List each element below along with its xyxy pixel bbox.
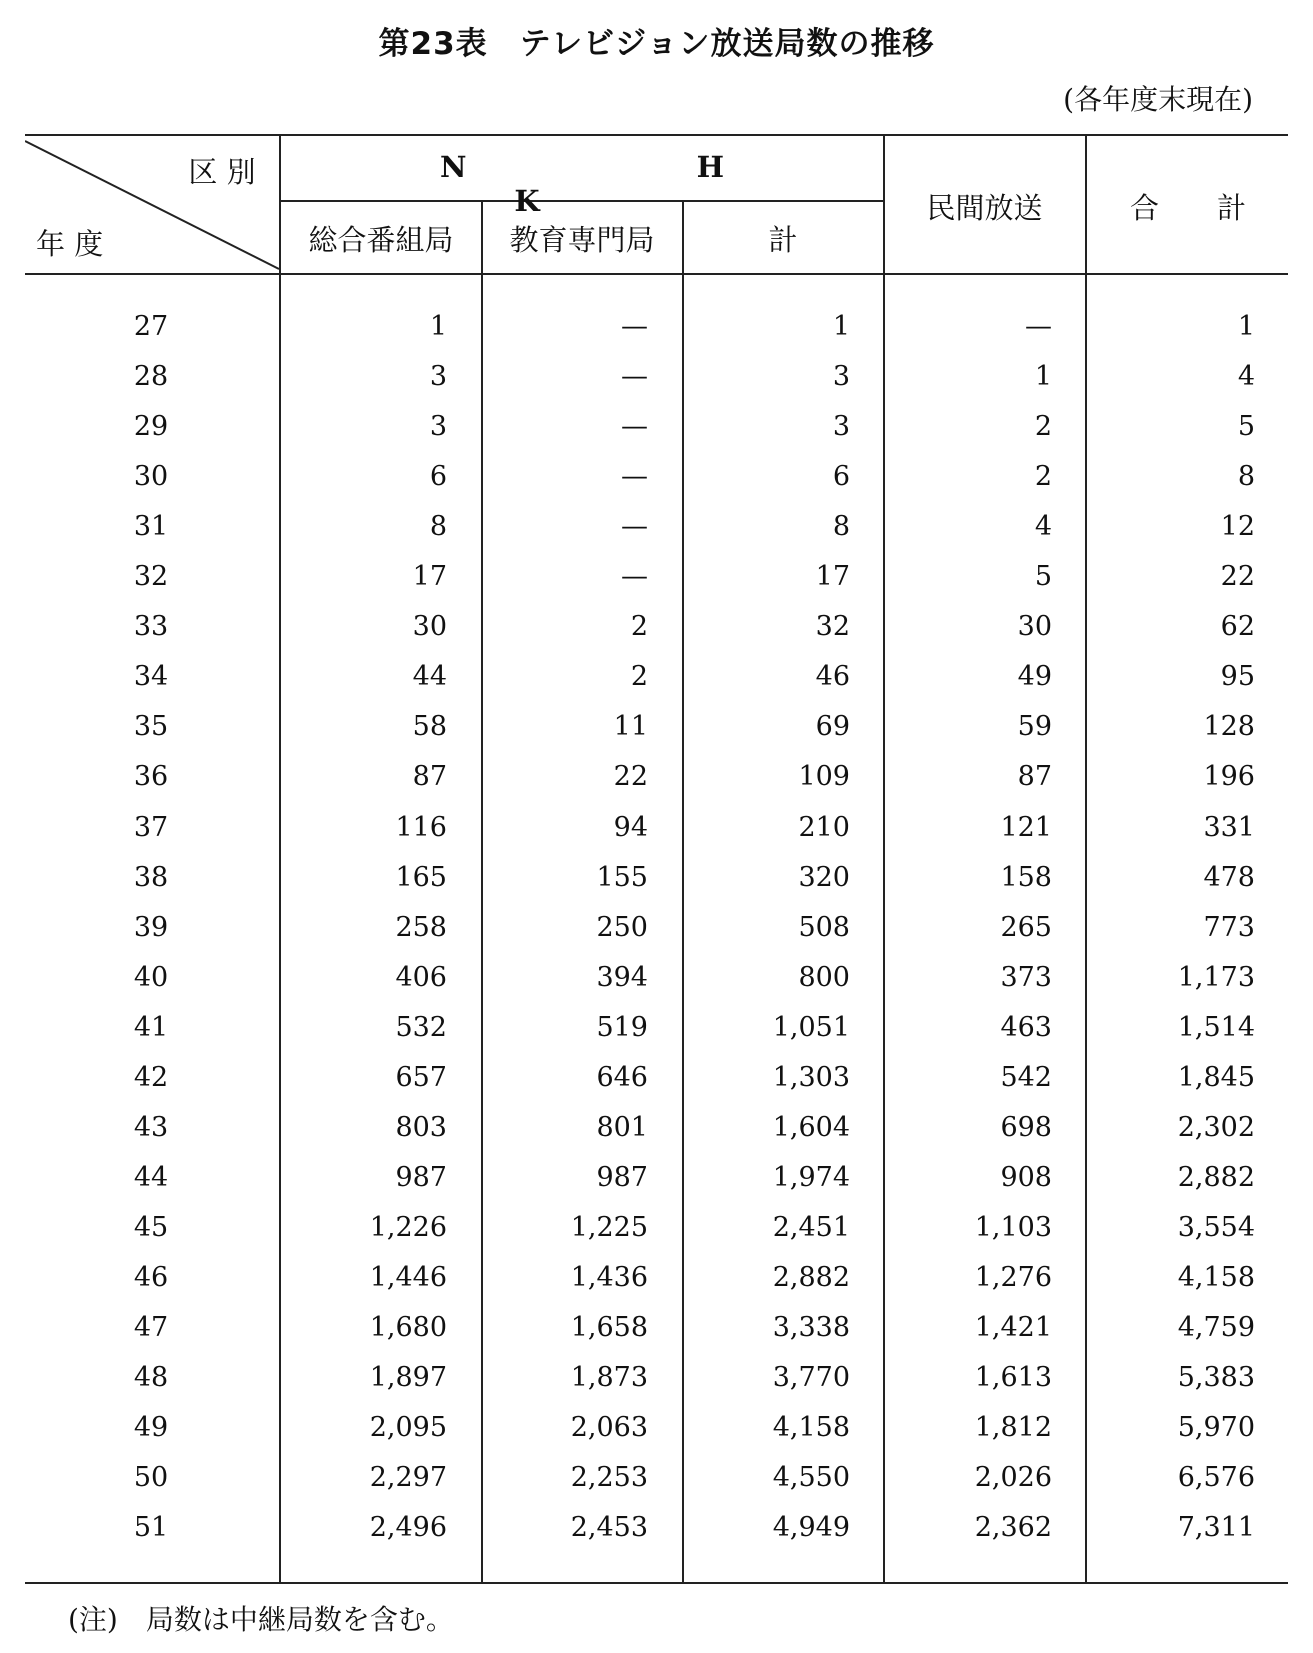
col-divider-year (279, 134, 281, 1582)
cell-private: 265 (1000, 912, 1052, 943)
cell-grand-total: 2,882 (1177, 1162, 1255, 1193)
cell-nhk-education: 2,253 (570, 1462, 648, 1493)
cell-nhk-total: 8 (832, 511, 850, 542)
table-top-rule (25, 134, 1288, 136)
col-divider-general (481, 200, 483, 1582)
cell-year: 42 (133, 1062, 169, 1093)
corner-header-category: 区 別 (188, 155, 256, 189)
cell-nhk-general: 87 (412, 761, 447, 792)
cell-nhk-general: 532 (395, 1012, 447, 1043)
cell-year: 50 (133, 1462, 169, 1493)
cell-private: 1,276 (974, 1262, 1052, 1293)
cell-year: 45 (133, 1212, 169, 1243)
cell-year: 51 (133, 1512, 169, 1543)
cell-nhk-education: 519 (596, 1012, 648, 1043)
cell-nhk-general: 44 (412, 661, 447, 692)
cell-nhk-total: 4,550 (772, 1462, 850, 1493)
cell-nhk-general: 3 (429, 411, 447, 442)
header-nhk-education: 教育専門局 (509, 223, 655, 257)
cell-grand-total: 3,554 (1177, 1212, 1255, 1243)
cell-nhk-total: 4,949 (772, 1512, 850, 1543)
cell-year: 34 (133, 661, 169, 692)
cell-nhk-total: 2,882 (772, 1262, 850, 1293)
cell-nhk-total: 3,770 (772, 1362, 850, 1393)
cell-private: 2 (1034, 411, 1052, 442)
cell-private: — (1025, 311, 1052, 342)
cell-year: 48 (133, 1362, 169, 1393)
cell-grand-total: 196 (1203, 761, 1255, 792)
table-bottom-rule (25, 1582, 1288, 1584)
cell-year: 47 (133, 1312, 169, 1343)
cell-nhk-education: 646 (596, 1062, 648, 1093)
page-title: 第23表 テレビジョン放送局数の推移 (378, 26, 935, 62)
cell-grand-total: 7,311 (1177, 1512, 1255, 1543)
cell-nhk-general: 1,226 (369, 1212, 447, 1243)
cell-nhk-general: 8 (429, 511, 447, 542)
cell-nhk-total: 3 (832, 361, 850, 392)
cell-private: 1,103 (974, 1212, 1052, 1243)
cell-nhk-education: 94 (613, 812, 648, 843)
cell-grand-total: 128 (1203, 711, 1255, 742)
col-divider-private (1085, 134, 1087, 1582)
cell-nhk-education: 1,436 (570, 1262, 648, 1293)
cell-nhk-general: 1,446 (369, 1262, 447, 1293)
corner-header-year: 年 度 (36, 227, 104, 261)
col-divider-nhk-total (883, 134, 885, 1582)
cell-nhk-general: 406 (395, 962, 447, 993)
cell-private: 1 (1034, 361, 1052, 392)
cell-nhk-general: 165 (395, 862, 447, 893)
cell-private: 2,026 (974, 1462, 1052, 1493)
cell-private: 1,812 (974, 1412, 1052, 1443)
cell-private: 542 (1000, 1062, 1052, 1093)
cell-year: 28 (133, 361, 169, 392)
cell-private: 158 (1000, 862, 1052, 893)
cell-year: 38 (133, 862, 169, 893)
cell-nhk-total: 2,451 (772, 1212, 850, 1243)
cell-nhk-total: 6 (832, 461, 850, 492)
cell-nhk-education: — (621, 511, 648, 542)
cell-nhk-total: 508 (798, 912, 850, 943)
cell-nhk-general: 2,496 (369, 1512, 447, 1543)
cell-nhk-general: 116 (395, 812, 447, 843)
cell-private: 4 (1034, 511, 1052, 542)
cell-grand-total: 5 (1237, 411, 1255, 442)
cell-year: 41 (133, 1012, 169, 1043)
cell-year: 46 (133, 1262, 169, 1293)
cell-year: 37 (133, 812, 169, 843)
cell-nhk-total: 800 (798, 962, 850, 993)
cell-nhk-education: 250 (596, 912, 648, 943)
cell-nhk-education: 1,225 (570, 1212, 648, 1243)
cell-nhk-total: 46 (815, 661, 850, 692)
cell-nhk-total: 210 (798, 812, 850, 843)
cell-private: 5 (1034, 561, 1052, 592)
cell-grand-total: 1,845 (1177, 1062, 1255, 1093)
cell-year: 29 (133, 411, 169, 442)
cell-private: 698 (1000, 1112, 1052, 1143)
cell-private: 908 (1000, 1162, 1052, 1193)
cell-grand-total: 478 (1203, 862, 1255, 893)
cell-year: 39 (133, 912, 169, 943)
cell-nhk-general: 17 (412, 561, 447, 592)
cell-year: 36 (133, 761, 169, 792)
cell-nhk-total: 4,158 (772, 1412, 850, 1443)
cell-grand-total: 4,158 (1177, 1262, 1255, 1293)
header-private: 民間放送 (926, 191, 1043, 225)
cell-year: 35 (133, 711, 169, 742)
cell-nhk-total: 17 (815, 561, 850, 592)
cell-private: 87 (1017, 761, 1052, 792)
cell-nhk-total: 320 (798, 862, 850, 893)
cell-private: 373 (1000, 962, 1052, 993)
cell-grand-total: 95 (1220, 661, 1255, 692)
cell-private: 59 (1017, 711, 1052, 742)
cell-nhk-general: 6 (429, 461, 447, 492)
cell-nhk-education: — (621, 411, 648, 442)
header-nhk: N H K (439, 150, 834, 218)
cell-nhk-total: 3,338 (772, 1312, 850, 1343)
cell-private: 1,613 (974, 1362, 1052, 1393)
cell-nhk-total: 32 (815, 611, 850, 642)
table-subtitle: (各年度末現在) (1063, 83, 1253, 116)
cell-year: 32 (133, 561, 169, 592)
cell-private: 121 (1000, 812, 1052, 843)
cell-private: 30 (1017, 611, 1052, 642)
cell-year: 44 (133, 1162, 169, 1193)
cell-grand-total: 2,302 (1177, 1112, 1255, 1143)
cell-nhk-total: 3 (832, 411, 850, 442)
table-note: (注) 局数は中継局数を含む。 (68, 1603, 454, 1636)
cell-year: 40 (133, 962, 169, 993)
cell-private: 463 (1000, 1012, 1052, 1043)
cell-nhk-education: — (621, 461, 648, 492)
cell-grand-total: 1,514 (1177, 1012, 1255, 1043)
cell-private: 2 (1034, 461, 1052, 492)
col-divider-education (682, 200, 684, 1582)
cell-grand-total: 5,383 (1177, 1362, 1255, 1393)
cell-grand-total: 1,173 (1177, 962, 1255, 993)
header-nhk-general: 総合番組局 (308, 223, 454, 257)
cell-grand-total: 22 (1220, 561, 1255, 592)
cell-nhk-general: 30 (412, 611, 447, 642)
cell-nhk-education: — (621, 311, 648, 342)
cell-nhk-general: 258 (395, 912, 447, 943)
cell-grand-total: 6,576 (1177, 1462, 1255, 1493)
cell-grand-total: 773 (1203, 912, 1255, 943)
cell-nhk-total: 1 (832, 311, 850, 342)
cell-nhk-general: 987 (395, 1162, 447, 1193)
cell-nhk-general: 657 (395, 1062, 447, 1093)
cell-grand-total: 5,970 (1177, 1412, 1255, 1443)
cell-nhk-general: 803 (395, 1112, 447, 1143)
cell-nhk-general: 58 (412, 711, 447, 742)
cell-grand-total: 8 (1237, 461, 1255, 492)
cell-nhk-total: 1,604 (772, 1112, 850, 1143)
cell-private: 49 (1017, 661, 1052, 692)
cell-grand-total: 12 (1220, 511, 1255, 542)
cell-year: 33 (133, 611, 169, 642)
cell-year: 43 (133, 1112, 169, 1143)
header-grand-total: 合 計 (1129, 191, 1246, 225)
cell-nhk-education: 801 (596, 1112, 648, 1143)
cell-private: 2,362 (974, 1512, 1052, 1543)
cell-grand-total: 1 (1237, 311, 1255, 342)
cell-grand-total: 62 (1220, 611, 1255, 642)
cell-nhk-total: 1,051 (772, 1012, 850, 1043)
cell-nhk-general: 1 (429, 311, 447, 342)
cell-grand-total: 4 (1237, 361, 1255, 392)
cell-nhk-education: 2,063 (570, 1412, 648, 1443)
cell-year: 27 (133, 311, 169, 342)
cell-nhk-education: 155 (596, 862, 648, 893)
cell-grand-total: 4,759 (1177, 1312, 1255, 1343)
cell-nhk-education: 1,873 (570, 1362, 648, 1393)
cell-grand-total: 331 (1203, 812, 1255, 843)
cell-nhk-education: — (621, 561, 648, 592)
cell-nhk-education: 2 (630, 661, 648, 692)
cell-nhk-education: 11 (613, 711, 648, 742)
cell-nhk-education: 2,453 (570, 1512, 648, 1543)
cell-nhk-general: 2,297 (369, 1462, 447, 1493)
cell-nhk-general: 1,680 (369, 1312, 447, 1343)
cell-nhk-general: 1,897 (369, 1362, 447, 1393)
cell-nhk-general: 2,095 (369, 1412, 447, 1443)
cell-year: 49 (133, 1412, 169, 1443)
cell-nhk-education: — (621, 361, 648, 392)
cell-nhk-total: 1,974 (772, 1162, 850, 1193)
cell-nhk-education: 987 (596, 1162, 648, 1193)
cell-year: 30 (133, 461, 169, 492)
cell-nhk-education: 1,658 (570, 1312, 648, 1343)
cell-nhk-education: 394 (596, 962, 648, 993)
cell-nhk-general: 3 (429, 361, 447, 392)
cell-nhk-total: 1,303 (772, 1062, 850, 1093)
cell-nhk-total: 69 (815, 711, 850, 742)
cell-nhk-education: 2 (630, 611, 648, 642)
header-nhk-total: 計 (768, 223, 798, 257)
cell-year: 31 (133, 511, 169, 542)
cell-private: 1,421 (974, 1312, 1052, 1343)
cell-nhk-education: 22 (613, 761, 648, 792)
cell-nhk-total: 109 (798, 761, 850, 792)
